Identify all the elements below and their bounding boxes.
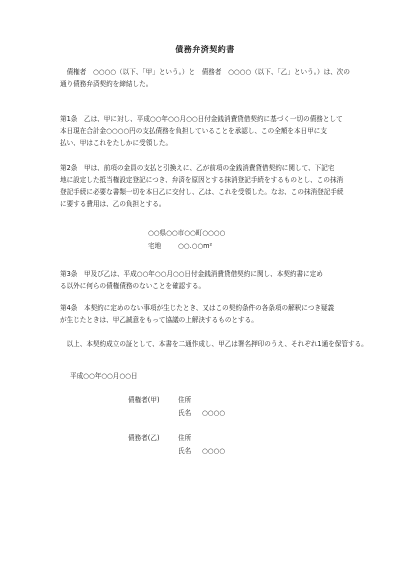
intro-line: 通り債務弁済契約を締結した。 xyxy=(60,80,153,88)
article-1-line: 本日現在合計金○○○○円の支払債務を負担していることを承認し、この全額を本日甲に支 xyxy=(60,127,327,135)
intro-paragraph xyxy=(60,66,378,90)
article-3-line: る以外に何らの債権債務のないことを確認する。 xyxy=(60,282,206,290)
article-4 xyxy=(60,302,378,326)
contract-date: 平成○○年○○月○○日 xyxy=(70,372,138,380)
article-1-line: 払い、甲はこれをたしかに受領した。 xyxy=(60,139,173,147)
article-1 xyxy=(60,113,378,149)
debtor-name-label: 氏名 xyxy=(178,447,192,455)
debtor-role: 債務者(乙) xyxy=(128,434,160,442)
property-area: ○○.○○m² xyxy=(178,242,213,250)
article-2-line: 登記手続に必要な書類一切を本日乙に交付し、乙は、これを受領した。なお、この抹消登記手続 xyxy=(60,188,344,196)
creditor-role: 債権者(甲) xyxy=(128,396,160,404)
property-address: ○○県○○市○○町○○○○ xyxy=(148,229,226,237)
creditor-name: ○○○○ xyxy=(202,409,226,417)
debtor-name: ○○○○ xyxy=(202,447,226,455)
intro-line: 債権者 ○○○○（以下、「甲」という。）と 債務者 ○○○○（以下、「乙」という。）は、次の xyxy=(60,68,350,76)
article-3-line: 第3条 甲及び乙は、平成○○年○○月○○日付金銭消費貸借契約に関し、本契約書に定め xyxy=(60,270,323,278)
creditor-name-label: 氏名 xyxy=(178,409,192,417)
article-2 xyxy=(60,162,378,210)
article-4-line: 第4条 本契約に定めのない事項が生じたとき、又はこの契約条件の各条項の解釈につき疑義 xyxy=(60,304,335,312)
property-type-label: 宅地 xyxy=(148,242,162,250)
article-1-line: 第1条 乙は、甲に対し、平成○○年○○月○○日付金銭消費貸借契約に基づく一切の債務として xyxy=(60,115,343,123)
creditor-address-label: 住所 xyxy=(178,396,192,404)
article-2-line: に要する費用は、乙の負担とする。 xyxy=(60,200,166,208)
debtor-address-label: 住所 xyxy=(178,434,192,442)
article-2-line: 第2条 甲は、前項の金員の支払と引換えに、乙が前項の金銭消費貸借契約に関して、下記宅 xyxy=(60,164,335,172)
article-2-line: 地に設定した抵当権設定登記につき、弁済を原因とする抹消登記手続をするものとし、この抹消 xyxy=(60,176,344,184)
closing-statement: 以上、本契約成立の証として、本書を二通作成し、甲乙は署名押印のうえ、それぞれ1通を保管する。 xyxy=(60,340,368,348)
article-3 xyxy=(60,268,378,292)
document-title: 債務弁済契約書 xyxy=(175,45,235,54)
article-4-line: が生じたときは、甲乙誠意をもって協議の上解決するものとする。 xyxy=(60,316,258,324)
